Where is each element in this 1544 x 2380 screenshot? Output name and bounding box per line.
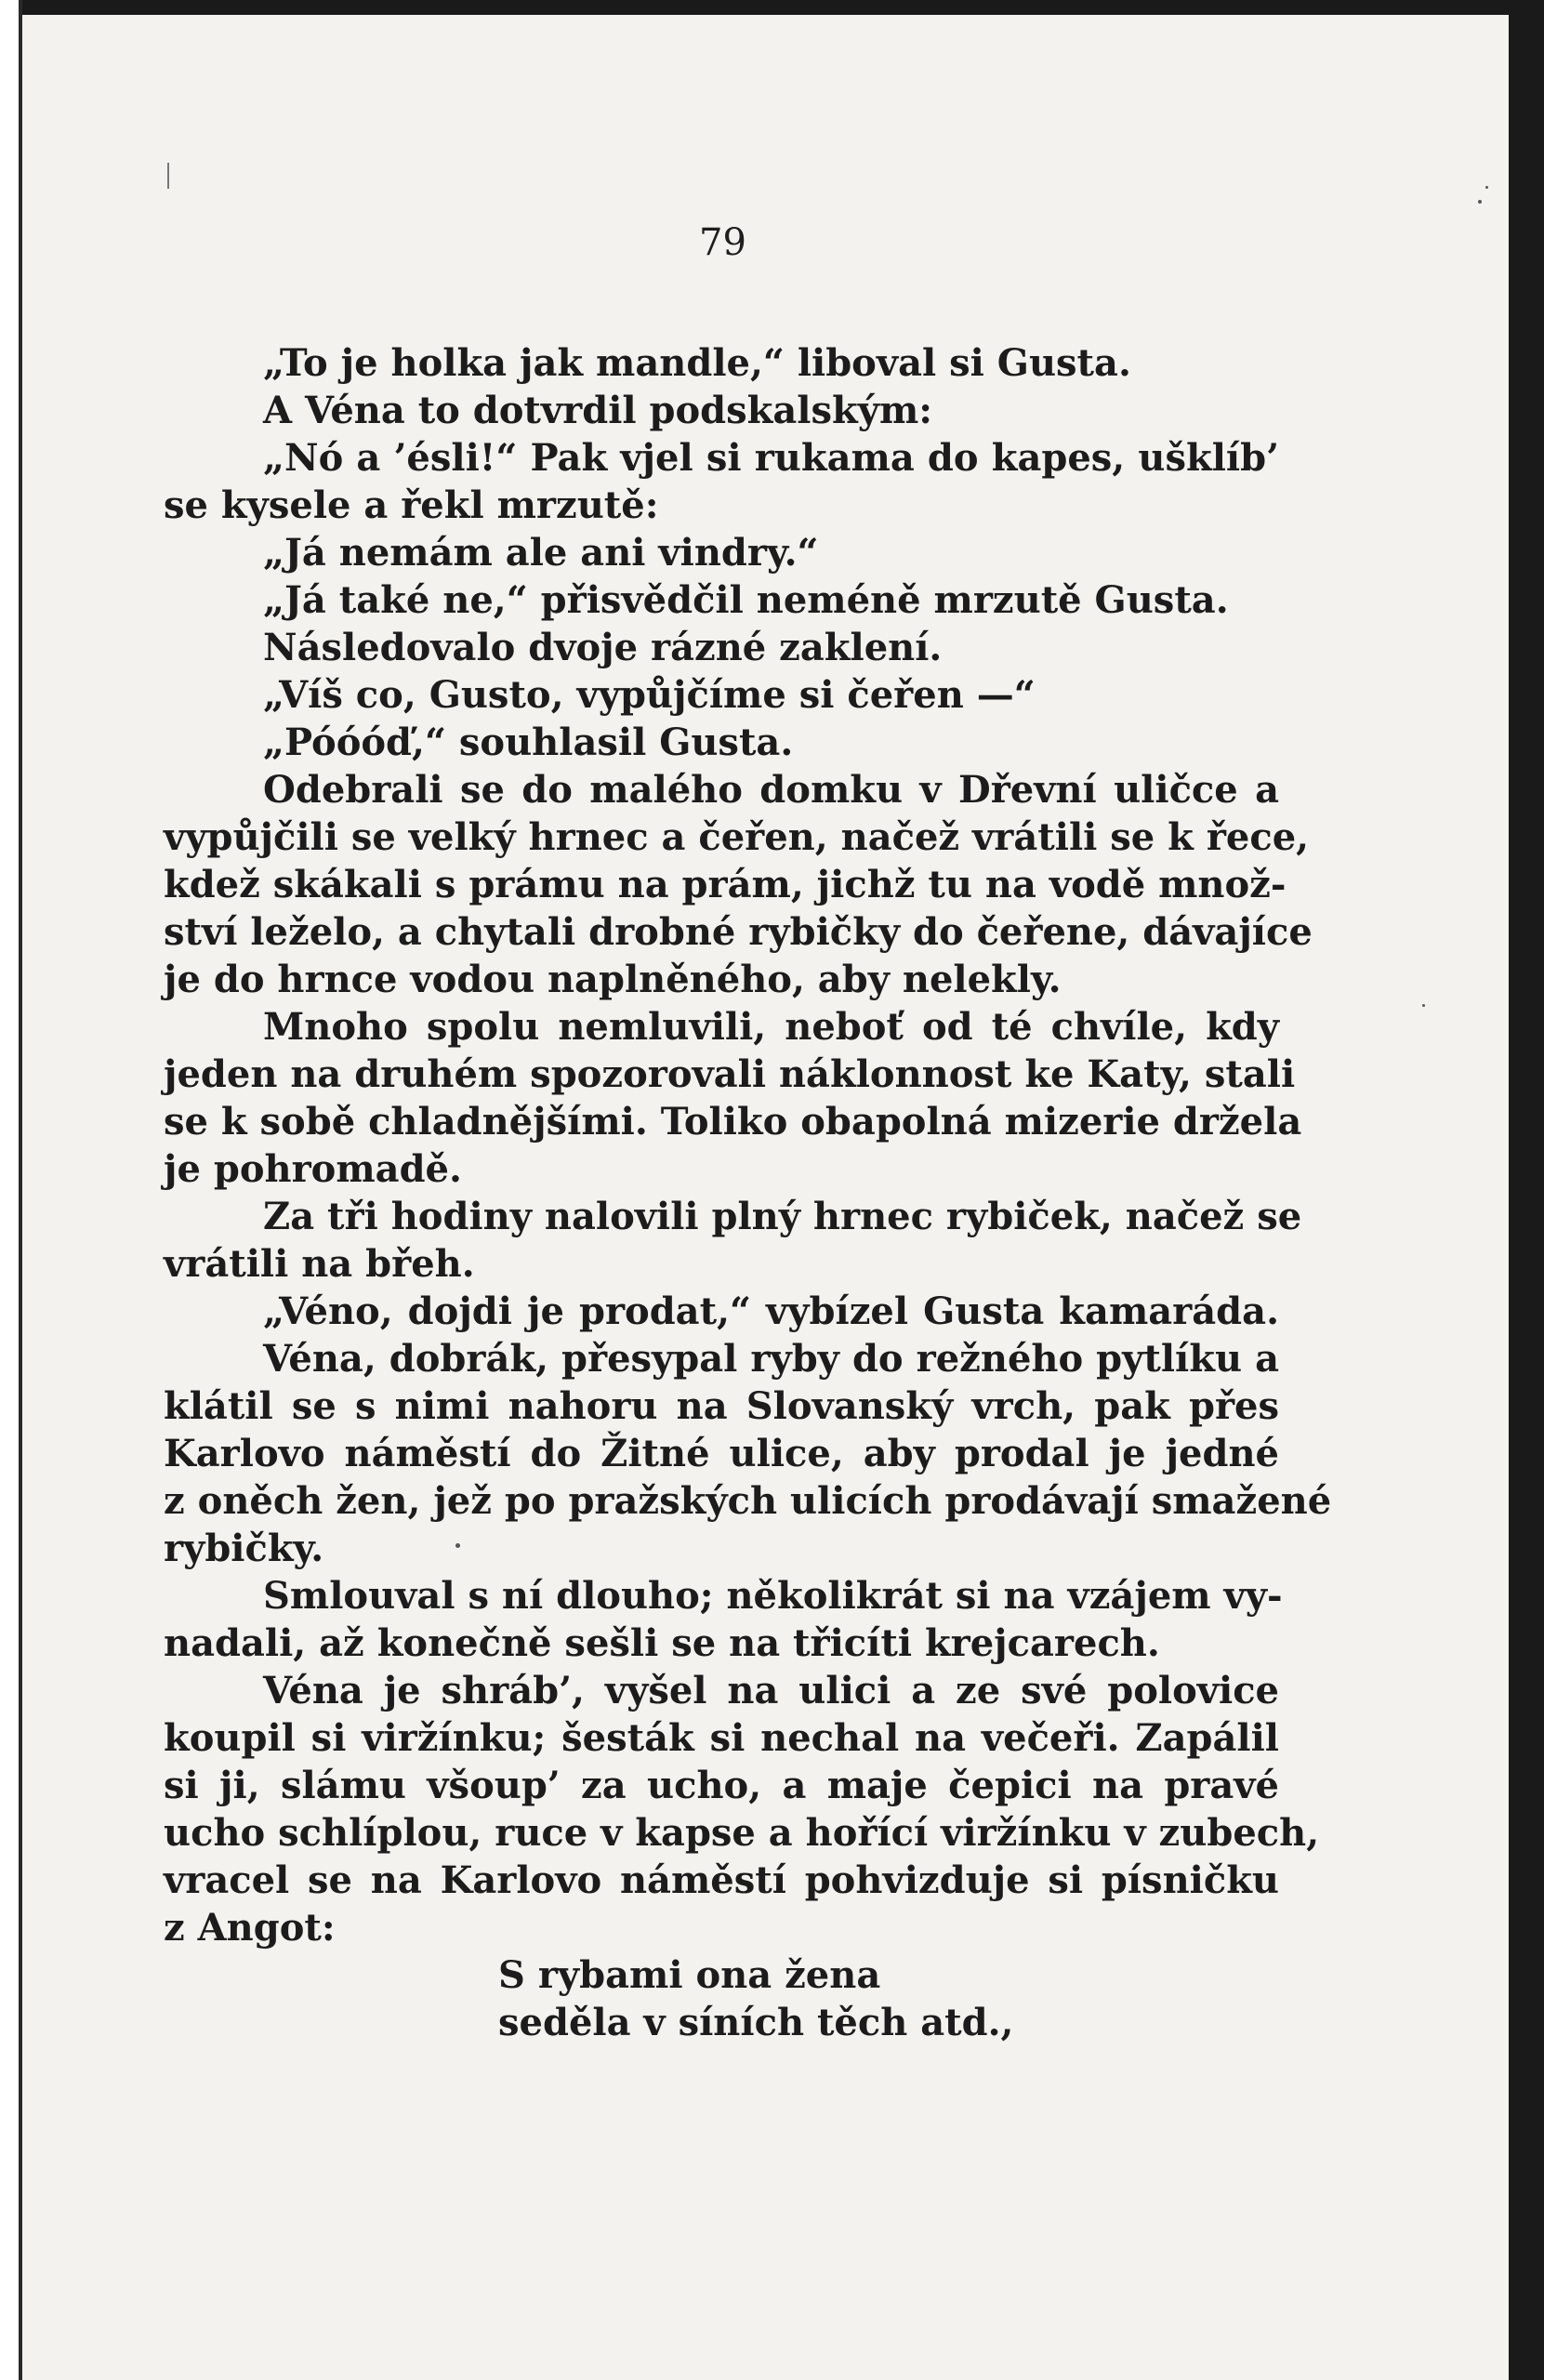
text-line: Véna je shráb’, vyšel na ulici a ze své polovice [263,1669,1279,1712]
page-number: 79 [699,221,746,264]
text-line: je pohromadě. [164,1147,462,1191]
text-line: nadali, až konečně sešli se na třicíti krejcarech. [164,1621,1160,1665]
text-line: „Nó a ’ésli!“ Pak vjel si rukama do kapes, ušklíb’ [263,436,1279,480]
text-line: vypůjčili se velký hrnec a čeřen, načež vrátili se k řece, [164,815,1310,859]
text-line: klátil se s nimi nahoru na Slovanský vrch, pak přes [164,1384,1279,1428]
text-line: „Víš co, Gusto, vypůjčíme si čeřen —“ [263,673,1036,717]
text-line: jeden na druhém spozorovali náklonnost ke Katy, stali [164,1052,1296,1096]
text-line: koupil si viržínku; šesták si nechal na večeři. Zapálil [164,1716,1279,1760]
scan-speck [167,163,169,189]
text-line: vracel se na Karlovo náměstí pohvizduje si písničku [164,1858,1279,1902]
scan-border-right [1509,0,1544,2380]
text-line: Mnoho spolu nemluvili, neboť od té chvíle, kdy [263,1005,1279,1049]
text-line: vrátili na břeh. [164,1242,475,1286]
text-line: z oněch žen, jež po pražských ulicích prodávají smažené [164,1479,1332,1523]
text-line: ucho schlíplou, ruce v kapse a hořící viržínku v zubech, [164,1811,1320,1855]
text-line: kdež skákali s prámu na prám, jichž tu na vodě množ- [164,863,1287,906]
text-line: Karlovo náměstí do Žitné ulice, aby prodal je jedné [164,1432,1279,1475]
text-line: Za tři hodiny nalovili plný hrnec rybiček, načež se [263,1195,1302,1238]
body-text [164,339,1332,2046]
verse-line: seděla v síních těch atd., [498,2001,1014,2044]
text-line: „To je holka jak mandle,“ liboval si Gusta. [263,341,1131,385]
text-line: z Angot: [164,1906,336,1950]
scan-speck [1478,200,1482,204]
text-line: si ji, slámu všoup’ za ucho, a maje čepici na pravé [164,1764,1279,1807]
text-line: Následovalo dvoje rázné zaklení. [263,626,943,669]
scan-speck [1422,1004,1425,1007]
text-line: Véna, dobrák, přesypal ryby do režného pytlíku a [263,1337,1279,1381]
scan-border-top [19,0,1544,15]
text-line: rybičky. [164,1527,324,1570]
text-line: „Já nemám ale ani vindry.“ [263,531,819,575]
text-line: ství leželo, a chytali drobné rybičky do čeřene, dávajíce [164,910,1313,954]
verse-line: S rybami ona žena [498,1953,881,1997]
text-line: Odebrali se do malého domku v Dřevní uličce a [263,768,1279,812]
text-line: je do hrnce vodou naplněného, aby nelekly. [164,958,1062,1001]
text-line: „Já také ne,“ přisvědčil neméně mrzutě Gusta. [263,578,1229,622]
text-line: „Véno, dojdi je prodat,“ vybízel Gusta kamaráda. [263,1289,1279,1333]
text-line: se kysele a řekl mrzutě: [164,483,659,527]
scan-border-left [0,0,22,2380]
text-line: „Póóóď,“ souhlasil Gusta. [263,721,794,764]
scan-speck [1485,186,1488,189]
text-line: Smlouval s ní dlouho; několikrát si na vzájem vy- [263,1574,1283,1618]
text-line: A Véna to dotvrdil podskalským: [263,389,933,432]
text-line: se k sobě chladnějšími. Toliko obapolná mizerie držela [164,1100,1302,1144]
